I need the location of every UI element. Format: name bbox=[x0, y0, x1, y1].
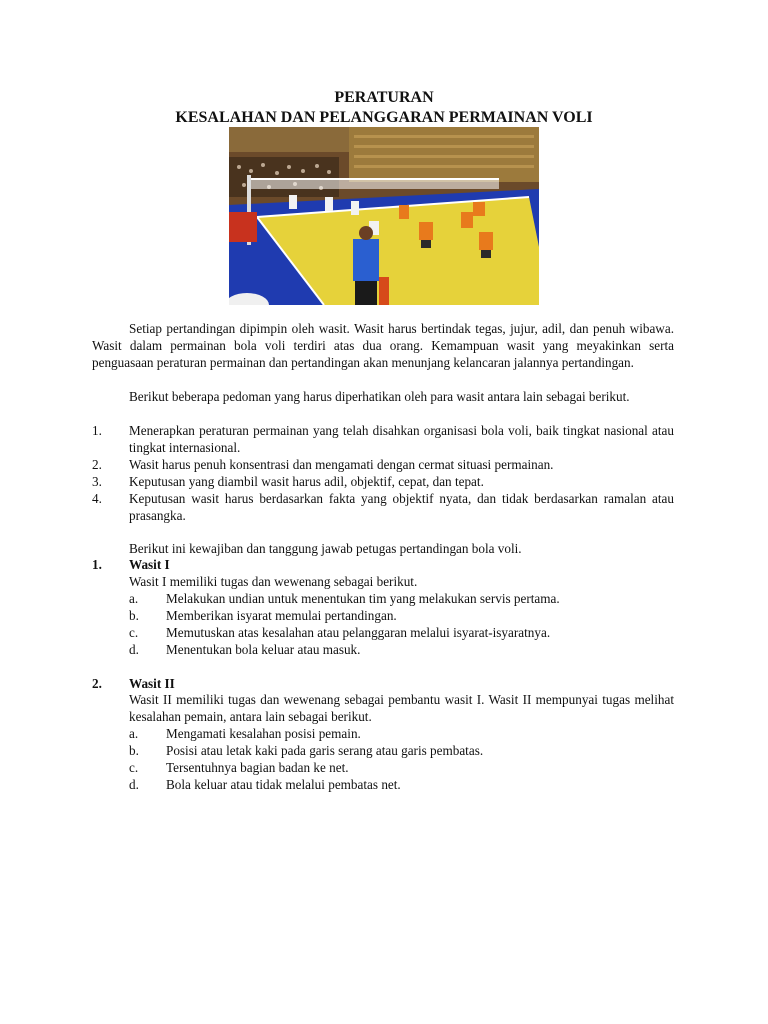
sub-item-text: Memutuskan atas kesalahan atau pelanggaran melalui isyarat-isyaratnya. bbox=[166, 625, 551, 640]
sub-item-text: Menentukan bola keluar atau masuk. bbox=[166, 642, 361, 657]
guideline-number: 2. bbox=[92, 457, 102, 472]
guideline-number: 4. bbox=[92, 491, 102, 506]
duties-intro: Berikut ini kewajiban dan tanggung jawab petugas pertandingan bola voli. bbox=[129, 541, 522, 556]
title-line-1: PERATURAN bbox=[334, 89, 434, 106]
sub-item-text: Tersentuhnya bagian badan ke net. bbox=[166, 760, 349, 775]
guideline-number: 1. bbox=[92, 423, 102, 438]
sub-item-letter: d. bbox=[129, 642, 139, 657]
sub-item-letter: c. bbox=[129, 760, 139, 775]
sub-item-letter: a. bbox=[129, 591, 139, 606]
guideline-text: Menerapkan peraturan permainan yang telah disahkan organisasi bola voli, baik tingkat nasional atau tingkat internasional. bbox=[129, 423, 674, 455]
guideline-number: 3. bbox=[92, 474, 102, 489]
sub-item-text: Posisi atau letak kaki pada garis serang atau garis pembatas. bbox=[166, 743, 484, 758]
sub-item-letter: a. bbox=[129, 726, 139, 741]
sub-item-letter: c. bbox=[129, 625, 139, 640]
intro-paragraph-2: Berikut beberapa pedoman yang harus diperhatikan oleh para wasit antara lain sebagai berikut. bbox=[129, 389, 630, 404]
sub-item-text: Bola keluar atau tidak melalui pembatas net. bbox=[166, 777, 401, 792]
sub-item-text: Memberikan isyarat memulai pertandingan. bbox=[166, 608, 397, 623]
section-heading-wasit-1: Wasit I bbox=[129, 557, 170, 572]
guideline-text: Keputusan yang diambil wasit harus adil, objektif, cepat, dan tepat. bbox=[129, 474, 484, 489]
title-line-2: KESALAHAN DAN PELANGGARAN PERMAINAN VOLI bbox=[175, 109, 593, 126]
sub-item-letter: b. bbox=[129, 743, 139, 758]
section-heading-wasit-2: Wasit II bbox=[129, 676, 175, 691]
section-number: 2. bbox=[92, 676, 102, 691]
intro-paragraph-1: Setiap pertandingan dipimpin oleh wasit. Wasit harus bertindak tegas, jujur, adil, dan penuh wibawa. Wasit dalam permainan bola voli terdiri atas dua orang. Kemampuan wasit yang meyakinkan serta penguasaan peraturan permainan dan pertandingan akan menunjang kelancaran jalannya pertandingan. bbox=[92, 321, 674, 370]
sub-item-text: Mengamati kesalahan posisi pemain. bbox=[166, 726, 361, 741]
sub-item-letter: b. bbox=[129, 608, 139, 623]
section-number: 1. bbox=[92, 557, 102, 572]
section-desc-wasit-2: Wasit II memiliki tugas dan wewenang sebagai pembantu wasit I. Wasit II mempunyai tugas melihat kesalahan pemain, antara lain sebagai berikut. bbox=[129, 692, 674, 724]
section-desc-wasit-1: Wasit I memiliki tugas dan wewenang sebagai berikut. bbox=[129, 574, 418, 589]
sub-item-letter: d. bbox=[129, 777, 139, 792]
guideline-text: Keputusan wasit harus berdasarkan fakta yang objektif nyata, dan tidak berdasarkan ramalan atau prasangka. bbox=[129, 491, 674, 523]
volleyball-match-photo bbox=[229, 127, 539, 305]
sub-item-text: Melakukan undian untuk menentukan tim yang melakukan servis pertama. bbox=[166, 591, 560, 606]
guideline-text: Wasit harus penuh konsentrasi dan mengamati dengan cermat situasi permainan. bbox=[129, 457, 554, 472]
